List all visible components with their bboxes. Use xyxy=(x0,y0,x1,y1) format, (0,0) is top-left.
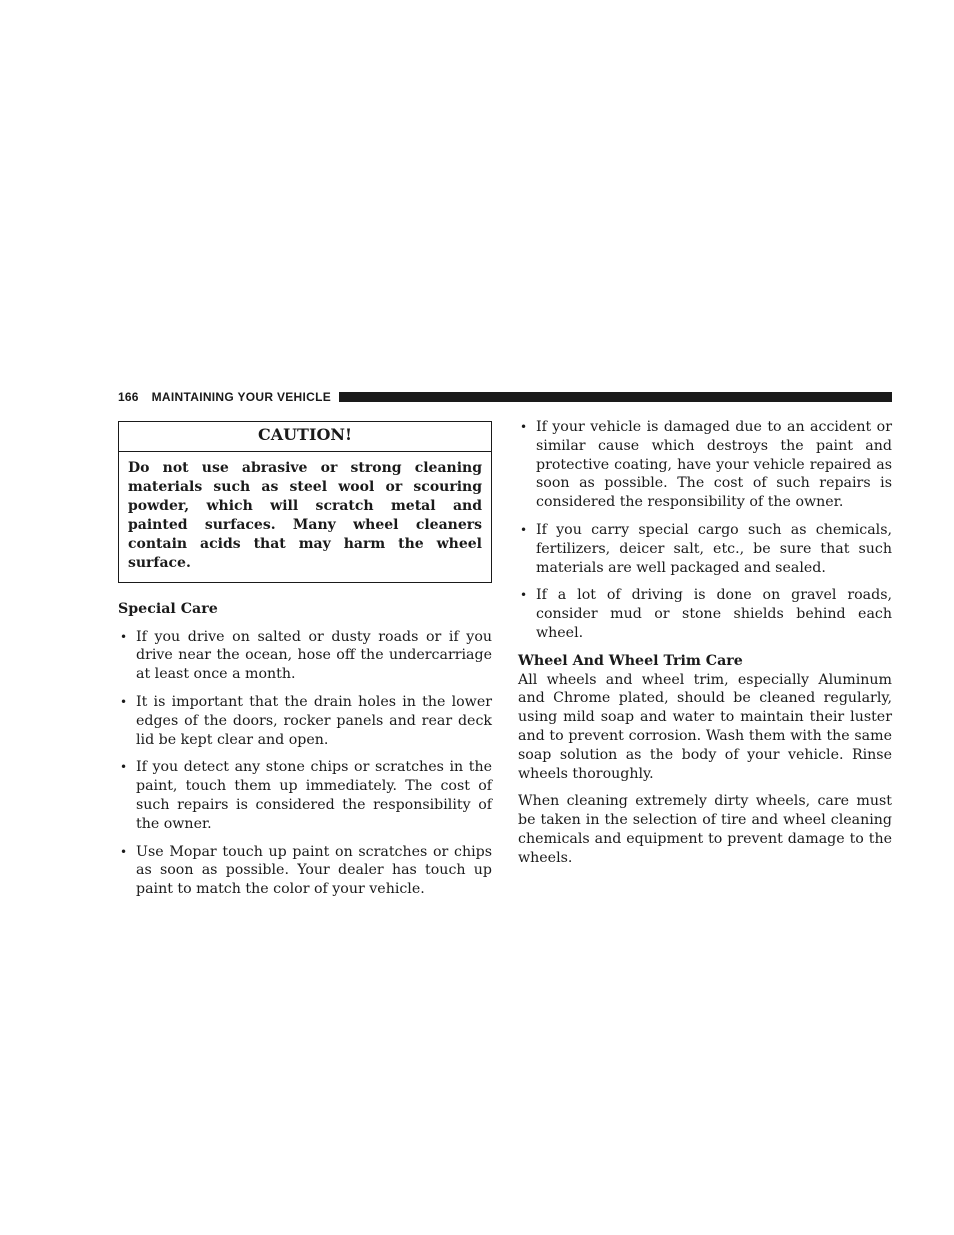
page-number: 166 xyxy=(118,390,139,404)
list-item-text: If you carry special cargo such as chemicals, fertilizers, deicer salt, etc., be sure that such materials are well packaged and sealed. xyxy=(536,521,892,576)
list-item-text: If you detect any stone chips or scratches in the paint, touch them up immediately. The cost of such repairs is considered the responsibility of the owner. xyxy=(136,759,492,832)
page-header xyxy=(118,389,892,405)
list-item-text: Use Mopar touch up paint on scratches or chips as soon as possible. Your dealer has touch up paint to match the color of your vehicle. xyxy=(136,843,492,898)
bullet-icon: • xyxy=(520,522,528,537)
special-care-list-right xyxy=(518,418,892,643)
caution-title: CAUTION! xyxy=(119,422,491,452)
caution-box xyxy=(118,421,492,583)
left-column xyxy=(118,421,492,908)
wheel-care-paragraph: When cleaning extremely dirty wheels, care must be taken in the selection of tire and wheel cleaning chemicals and equipment to prevent damage to the wheels. xyxy=(518,793,892,866)
list-item xyxy=(118,693,492,749)
bullet-icon: • xyxy=(520,420,528,434)
right-column xyxy=(518,418,892,877)
list-item xyxy=(518,418,892,512)
bullet-icon: • xyxy=(520,588,528,603)
list-item xyxy=(118,758,492,833)
wheel-care-paragraph: All wheels and wheel trim, especially Aluminum and Chrome plated, should be cleaned regularly, using mild soap and water to maintain their luster and to prevent corrosion. Wash them with the same soap solution as the body of your vehicle. Rinse wheels thoroughly. xyxy=(518,671,892,782)
special-care-list-left xyxy=(118,628,492,899)
caution-body: Do not use abrasive or strong cleaning materials such as steel wool or scouring powder, which will scratch metal and painted surfaces. Many wheel cleaners contain acids that may harm the wheel surface. xyxy=(128,459,482,571)
bullet-icon: • xyxy=(120,694,128,709)
list-item-text: It is important that the drain holes in the lower edges of the doors, rocker panels and rear deck lid be kept clear and open. xyxy=(136,693,492,748)
list-item-text: If you drive on salted or dusty roads or if you drive near the ocean, hose off the undercarriage at least once a month. xyxy=(136,628,492,683)
list-item-text: If a lot of driving is done on gravel roads, consider mud or stone shields behind each wheel. xyxy=(536,587,892,641)
special-care-heading: Special Care xyxy=(118,600,218,617)
list-item xyxy=(118,628,492,684)
list-item xyxy=(518,586,892,642)
list-item xyxy=(518,521,892,577)
wheel-care-heading: Wheel And Wheel Trim Care xyxy=(518,652,743,669)
bullet-icon: • xyxy=(120,760,128,775)
list-item-text: If your vehicle is damaged due to an accident or similar cause which destroys the paint and protective coating, have your vehicle repaired as soon as possible. The cost of such repairs is considered the responsibility of the owner. xyxy=(536,419,892,511)
list-item xyxy=(118,843,492,899)
header-rule xyxy=(339,392,892,402)
bullet-icon: • xyxy=(120,844,128,859)
bullet-icon: • xyxy=(120,629,128,644)
section-title: MAINTAINING YOUR VEHICLE xyxy=(151,390,332,404)
